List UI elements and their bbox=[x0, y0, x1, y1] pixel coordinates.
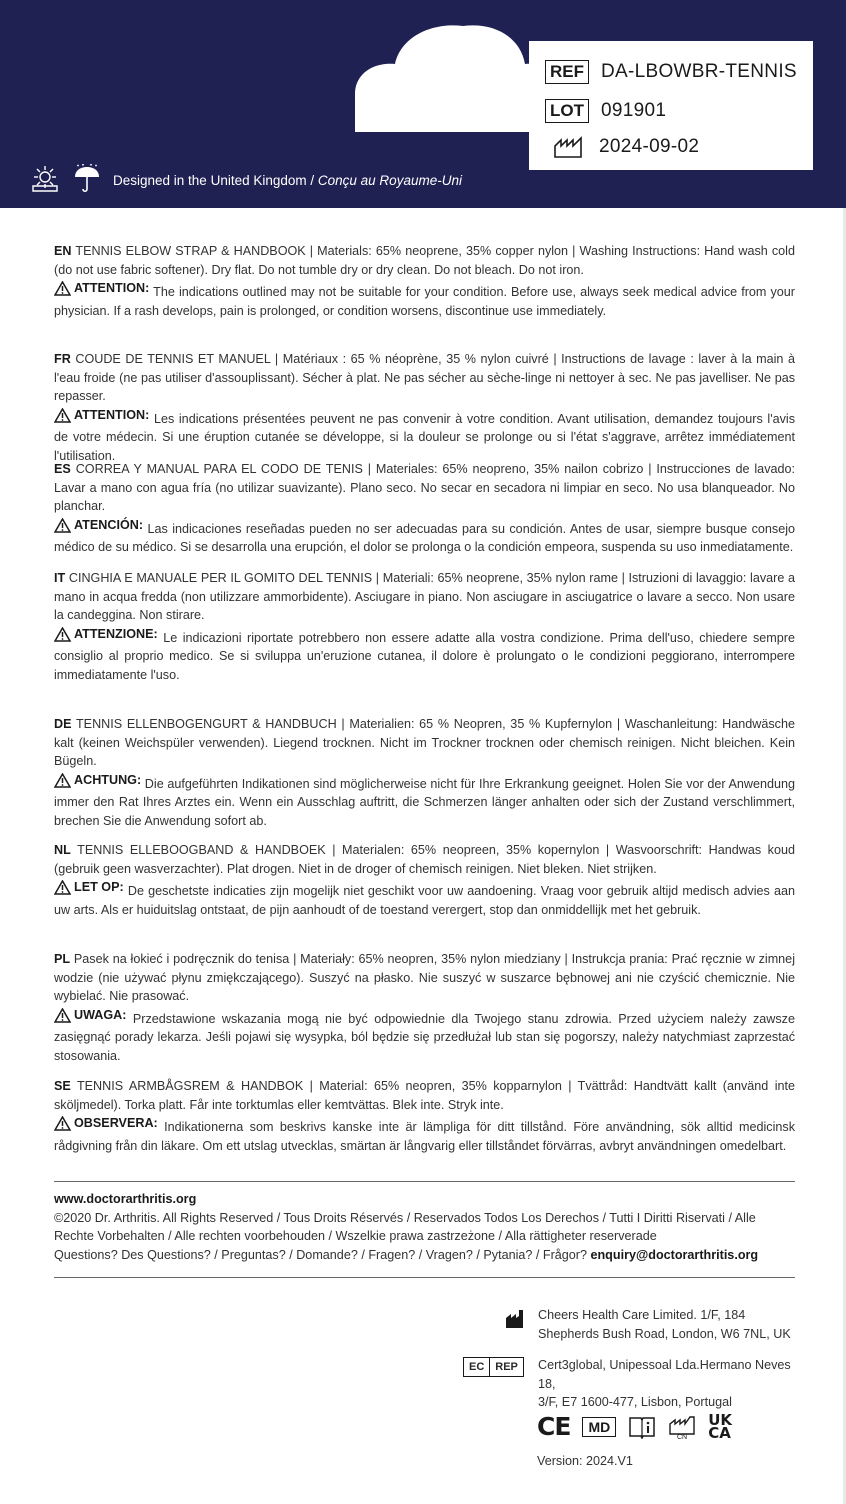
country-of-manufacture-icon bbox=[668, 1414, 696, 1440]
lot-symbol: LOT bbox=[545, 99, 589, 123]
section-body: Pasek na łokieć i podręcznik do tenisa | Materiały: 65% neopren, 35% nylon miedziany | Instrukcja prania: Prać ręcznie w zimnej wodzie (nie używać płynu zmiękczającego). Suszyć na płasko. Nie suszyć w suszarce bębnowej ani nie czyścić chemicznie. Nie wybielać. Nie prasować. bbox=[54, 952, 795, 1004]
ref-symbol: REF bbox=[545, 60, 589, 84]
warning-text: Las indicaciones reseñadas pueden no ser adecuadas para su condición. Antes de usar, siempre busque consejo médico de su médico. Si se desarrolla una erupción, el dolor se prolonga o la condición empeora, suspenda su uso inmediatamente. bbox=[54, 521, 795, 555]
section-body: TENNIS ELBOW STRAP & HANDBOOK | Materials: 65% neoprene, 35% copper nylon | Washing Instructions: Hand wash cold (do not use fabric softener). Dry flat. Do not tumble dry or dry clean. Do not bleach. Do not iron. bbox=[54, 244, 795, 277]
lang-code: NL bbox=[54, 843, 71, 857]
designed-in-text bbox=[113, 173, 462, 188]
email-link[interactable]: enquiry@doctorarthritis.org bbox=[590, 1247, 759, 1262]
section-it bbox=[54, 569, 795, 684]
manufacture-date-icon bbox=[553, 135, 583, 159]
manufacturer-address: Cheers Health Care Limited. 1/F, 184 Shepherds Bush Road, London, W6 7NL, UK bbox=[538, 1308, 791, 1341]
warning-triangle-icon bbox=[54, 1008, 71, 1023]
warning-triangle-icon bbox=[54, 408, 71, 423]
section-es bbox=[54, 460, 795, 557]
section-nl bbox=[54, 841, 795, 919]
ukca-mark: UK CA bbox=[708, 1410, 733, 1442]
warning-text: Przedstawione wskazania mogą nie być odpowiednie dla Twojego stanu zdrowia. Przed użyciem należy zawsze zasięgnąć porady lekarza. Jeśli pojawi się wysypka, ból będzie się przedłużał lub stan się pogorszy, należy natychmiast zaprzestać stosowania. bbox=[54, 1011, 795, 1063]
manufacture-date: 2024-09-02 bbox=[599, 136, 700, 157]
divider-bottom bbox=[54, 1277, 795, 1278]
warning-triangle-icon bbox=[54, 518, 71, 533]
section-body: TENNIS ELLEBOOGBAND & HANDBOEK | Materialen: 65% neopreen, 35% kopernylon | Wasvoorschrift: Handwas koud (gebruik geen wasverzachter). Plat drogen. Niet in de droger of chemisch reinigen. Niet bleken. Niet strijken. bbox=[54, 843, 795, 876]
section-se bbox=[54, 1077, 795, 1155]
designed-in-en: Designed in the United Kingdom / bbox=[113, 173, 315, 188]
header-band bbox=[0, 0, 846, 208]
section-de bbox=[54, 715, 795, 830]
warning-triangle-icon bbox=[54, 773, 71, 788]
lang-code: PL bbox=[54, 952, 71, 966]
warning-text: Indikationerna som beskrivs kanske inte är lämpliga för ditt tillstånd. Före användning, sök alltid medicinsk rådgivning från din läkare. Om ett utslag utvecklas, smärtan är långvarig eller tillståndet förvärras, avbryt användningen omedelbart. bbox=[54, 1119, 795, 1153]
date-row bbox=[545, 135, 699, 159]
warning-text: Les indications présentées peuvent ne pas convenir à votre condition. Avant utilisation, demandez toujours l'avis de votre médecin. Si une éruption cutanée se développe, si la douleur se prolonge ou si l'état s'aggrave, arrêtez immédiatement l'utilisation. bbox=[54, 411, 795, 463]
copyright-text: ©2020 Dr. Arthritis. All Rights Reserved / Tous Droits Réservés / Reservados Todos Los Derechos / Tutti I Diritti Riservati / Alle Rechte Vorbehalten / Alle rechten voorbehouden / Wszelkie prawa zastrzeżone / Alla rättigheter reserverade bbox=[54, 1210, 756, 1244]
ce-mark: CE bbox=[537, 1412, 571, 1441]
warning-text: The indications outlined may not be suitable for your condition. Before use, always seek medical advice from your physician. If a rash develops, pain is prolonged, or condition worsens, discontinue use immediately. bbox=[54, 284, 795, 318]
ref-lot-box bbox=[529, 41, 813, 170]
lang-code: IT bbox=[54, 571, 66, 585]
keep-away-from-sunlight-icon bbox=[30, 164, 60, 194]
section-en bbox=[54, 242, 795, 320]
warning-text: Le indicazioni riportate potrebbero non essere adatte alla vostra condizione. Prima dell'uso, chiedere sempre consiglio al proprio medico. Se si sviluppa un'eruzione cutanea, il dolore è prolungato o le condizioni peggiorano, interrompere immediatamente l'uso. bbox=[54, 630, 795, 682]
section-body: TENNIS ARMBÅGSREM & HANDBOK | Material: 65% neopren, 35% kopparnylon | Tvättråd: Handtvätt kallt (använd inte sköljmedel). Torka platt. Får inte torktumlas eller kemtvättas. Blek inte. Stryk inte. bbox=[54, 1079, 795, 1112]
warning-triangle-icon bbox=[54, 627, 71, 642]
designed-in-fr: Conçu au Royaume-Uni bbox=[317, 173, 462, 188]
section-body: TENNIS ELLENBOGENGURT & HANDBUCH | Materialien: 65 % Neopren, 35 % Kupfernylon | Waschanleitung: Handwäsche kalt (keinen Weichspüler verwenden). Liegend trocknen. Nicht im Trockner trocknen oder chemisch reinigen. Nicht bleichen. Kein Bügeln. bbox=[54, 717, 795, 769]
warning-label: OBSERVERA: bbox=[54, 1114, 158, 1133]
version-text: Version: 2024.V1 bbox=[537, 1454, 633, 1468]
instructions-for-use-icon bbox=[628, 1415, 656, 1439]
section-body: COUDE DE TENNIS ET MANUEL | Matériaux : 65 % néoprène, 35 % nylon cuivré | Instructions de lavage : laver à la main à l'eau froide (ne pas utiliser d'assouplissant). Sécher à plat. Ne pas sécher au sèche-linge ni nettoyer à sec. Ne pas javelliser. Ne pas repasser. bbox=[54, 352, 795, 404]
warning-label: ATTENTION: bbox=[54, 279, 149, 298]
lang-code: FR bbox=[54, 352, 71, 366]
medical-device-mark: MD bbox=[582, 1417, 616, 1437]
warning-label: UWAGA: bbox=[54, 1006, 126, 1025]
storage-icons bbox=[30, 164, 102, 194]
country-code: CN bbox=[677, 1433, 688, 1440]
section-pl bbox=[54, 950, 795, 1065]
regulatory-marks bbox=[537, 1412, 744, 1441]
lang-code: SE bbox=[54, 1079, 71, 1093]
ec-rep-symbol: EC REP bbox=[463, 1357, 524, 1377]
ref-value: DA-LBOWBR-TENNIS bbox=[601, 61, 797, 82]
lot-row bbox=[545, 99, 666, 123]
lang-code: DE bbox=[54, 717, 72, 731]
warning-triangle-icon bbox=[54, 281, 71, 296]
warning-triangle-icon bbox=[54, 1116, 71, 1131]
questions-text: Questions? Des Questions? / Preguntas? / Domande? / Fragen? / Vragen? / Pytania? / Frågor? bbox=[54, 1247, 587, 1262]
footer-block bbox=[54, 1190, 795, 1264]
warning-text: Die aufgeführten Indikationen sind möglicherweise nicht für Ihre Erkrankung geeignet. Holen Sie vor der Anwendung immer den Rat Ihres Arztes ein. Wenn ein Ausschlag auftritt, die Schmerzen länger anhalten oder sich der Zustand verschlimmert, brechen Sie die Anwendung sofort ab. bbox=[54, 776, 795, 828]
lot-value: 091901 bbox=[601, 100, 667, 121]
keep-dry-umbrella-icon bbox=[72, 164, 102, 194]
website-link[interactable]: www.doctorarthritis.org bbox=[54, 1192, 197, 1206]
manufacturer-factory-icon bbox=[505, 1309, 525, 1329]
section-body: CORREA Y MANUAL PARA EL CODO DE TENIS | Materiales: 65% neopreno, 35% nailon cobrizo | Instrucciones de lavado: Lavar a mano con agua fría (no utilizar suavizante). Plano seco. No secar en secadora ni limpiar en seco. No usa blanqueador. No planchar. bbox=[54, 462, 795, 514]
ec-rep-address: Cert3global, Unipessoal Lda.Hermano Neves 18, 3/F, E7 1600-477, Lisbon, Portugal bbox=[538, 1358, 791, 1410]
divider-top bbox=[54, 1181, 795, 1182]
section-fr bbox=[54, 350, 795, 465]
warning-triangle-icon bbox=[54, 880, 71, 895]
ref-row bbox=[545, 60, 797, 84]
warning-label: LET OP: bbox=[54, 878, 124, 897]
warning-label: ATTENTION: bbox=[54, 406, 149, 425]
lang-code: ES bbox=[54, 462, 71, 476]
warning-label: ACHTUNG: bbox=[54, 771, 141, 790]
warning-text: De geschetste indicaties zijn mogelijk niet geschikt voor uw aandoening. Vraag voor gebruik altijd medisch advies aan uw arts. Als er huiduitslag ontstaat, de pijn aanhoudt of de toestand verergert, stop dan onmiddellijk met het gebruik. bbox=[54, 883, 795, 917]
section-body: CINGHIA E MANUALE PER IL GOMITO DEL TENNIS | Materiali: 65% neoprene, 35% nylon rame | Istruzioni di lavaggio: lavare a mano in acqua fredda (non utilizzare ammorbidente). Asciugare in piano. Non asciugare in asciugatrice o lavare a secco. Non usare la candeggina. Non stirare. bbox=[54, 571, 795, 623]
warning-label: ATENCIÓN: bbox=[54, 516, 143, 535]
warning-label: ATTENZIONE: bbox=[54, 625, 158, 644]
lang-code: EN bbox=[54, 244, 72, 258]
